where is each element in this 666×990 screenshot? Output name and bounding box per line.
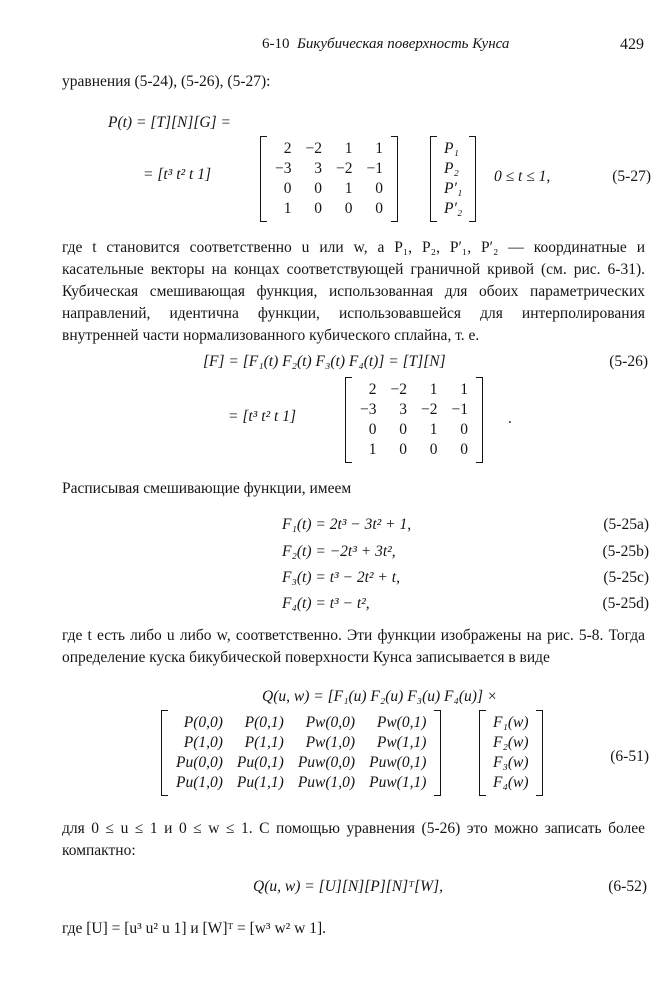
blend-f1: F₁(t) = 2t³ − 3t² + 1, [282, 516, 412, 533]
eq-5-26-period: . [508, 410, 512, 427]
matrix-cell: Pw(0,0) [305, 714, 356, 731]
matrix-cell: Pu(0,1) [236, 754, 284, 771]
matrix-cell: Puw(0,1) [369, 754, 427, 771]
vector-cell: P₂ [444, 160, 459, 177]
eq-6-52-number: (6-52) [608, 878, 647, 895]
matrix-cell: 1 [460, 381, 468, 398]
paragraph-2: Расписывая смешивающие функции, имеем [62, 480, 352, 497]
matrix-table [268, 139, 390, 219]
matrix-cell: Pu(1,0) [176, 774, 223, 791]
matrix-cell: 2 [368, 381, 377, 398]
vector-cell: P′₁ [444, 180, 463, 197]
vector-cell: F₁(w) [493, 714, 529, 731]
page-number: 429 [620, 36, 644, 53]
final-line: где [U] = [u³ u² u 1] и [W]ᵀ = [w³ w² w 1]. [62, 920, 327, 937]
paragraph-1: где t становится соответственно u или w, а P₁, P₂, P′₁, P′₂ — координатные и касательные векторы на концах соответствующей граничной кривой (см. рис. 6-31). Кубическая смешивающая функция, использованная для обоих параметрических направлений, идентична функции, использовавшейся для интерполирования внутренней части нормализованного кубического сплайна, т. е. [62, 239, 645, 344]
matrix-cell: 1 [344, 140, 353, 157]
matrix-cell: 3 [314, 160, 322, 177]
blend-f3-number: (5-25c) [603, 569, 649, 586]
matrix-cell: 3 [399, 401, 407, 418]
matrix-cell: 0 [375, 180, 383, 197]
eq-5-26-matrix-n [345, 377, 483, 463]
matrix-cell: 0 [344, 200, 353, 217]
matrix-cell: −1 [451, 401, 468, 418]
eq-5-26-prefix: = [t³ t² t 1] [228, 408, 296, 425]
eq-5-27-vector-g [430, 136, 476, 222]
matrix-cell: −2 [390, 381, 407, 398]
matrix-cell: P(0,0) [183, 714, 223, 731]
matrix-cell: Pw(1,1) [376, 734, 427, 751]
eq-5-27-line1: P(t) = [T][N][G] = [108, 114, 231, 131]
blend-f4-number: (5-25d) [602, 595, 649, 612]
vector-table [438, 139, 468, 219]
matrix-cell: −3 [360, 401, 377, 418]
matrix-cell: 1 [344, 180, 353, 197]
eq-6-51-vector [479, 710, 543, 796]
matrix-cell: 0 [399, 421, 407, 438]
eq-5-26-number: (5-26) [609, 353, 648, 370]
matrix-cell: 0 [399, 441, 407, 458]
matrix-cell: P(1,1) [244, 734, 284, 751]
vector-table [487, 713, 535, 793]
matrix-cell: 0 [460, 421, 468, 438]
eq-6-51-line1: Q(u, w) = [F₁(u) F₂(u) F₃(u) F₄(u)] × [262, 688, 498, 705]
matrix-cell: 0 [368, 421, 377, 438]
matrix-cell: −2 [421, 401, 438, 418]
vector-cell: F₄(w) [493, 774, 529, 791]
vector-cell: F₃(w) [493, 754, 529, 771]
eq-6-52-formula: Q(u, w) = [U][N][P][N]ᵀ[W], [253, 878, 443, 895]
matrix-cell: P(1,0) [183, 734, 223, 751]
matrix-cell: 1 [429, 421, 438, 438]
matrix-cell: Pw(0,1) [376, 714, 427, 731]
blend-f2: F₂(t) = −2t³ + 3t², [282, 543, 396, 560]
eq-5-27-prefix: = [t³ t² t 1] [143, 166, 211, 183]
matrix-cell: 1 [375, 140, 383, 157]
matrix-cell: −3 [275, 160, 292, 177]
intro-line: уравнения (5-24), (5-26), (5-27): [62, 73, 271, 90]
matrix-cell: 1 [368, 441, 377, 458]
eq-5-27-matrix-n [260, 136, 398, 222]
eq-6-51-matrix [161, 710, 441, 796]
matrix-cell: −1 [366, 160, 383, 177]
section-number: 6-10 [262, 36, 290, 52]
eq-5-27-number: (5-27) [612, 168, 651, 185]
matrix-cell: Pu(0,0) [176, 754, 223, 771]
vector-cell: P₁ [444, 140, 459, 157]
matrix-cell: 1 [429, 381, 438, 398]
matrix-cell: 0 [460, 441, 468, 458]
matrix-cell: P(0,1) [244, 714, 284, 731]
matrix-cell: 1 [283, 200, 292, 217]
eq-5-27-condition: 0 ≤ t ≤ 1, [494, 168, 551, 185]
blend-f2-number: (5-25b) [602, 543, 649, 560]
matrix-cell: Pu(1,1) [236, 774, 284, 791]
matrix-cell: 2 [283, 140, 292, 157]
matrix-cell: 0 [375, 200, 383, 217]
matrix-cell: Puw(1,0) [297, 774, 356, 791]
matrix-table [353, 380, 475, 460]
matrix-cell: Puw(0,0) [297, 754, 356, 771]
matrix-cell: 0 [314, 180, 322, 197]
running-header [262, 36, 509, 53]
section-title: Бикубическая поверхность Кунса [297, 36, 510, 52]
eq-5-26-line1: [F] = [F₁(t) F₂(t) F₃(t) F₄(t)] = [T][N] [203, 353, 446, 370]
vector-cell: P′₂ [444, 200, 463, 217]
vector-cell: F₂(w) [493, 734, 529, 751]
paragraph-4: для 0 ≤ u ≤ 1 и 0 ≤ w ≤ 1. С помощью уравнения (5-26) это можно записать более компактно: [62, 820, 645, 859]
matrix-cell: −2 [305, 140, 322, 157]
matrix-cell: Puw(1,1) [369, 774, 427, 791]
matrix-table [169, 713, 433, 793]
paragraph-3: где t есть либо u либо w, соответственно. Эти функции изображены на рис. 5-8. Тогда определение куска бикубической поверхности Кунса записывается в виде [62, 627, 645, 666]
eq-6-51-number: (6-51) [610, 748, 649, 765]
matrix-cell: Pw(1,0) [305, 734, 356, 751]
blend-f1-number: (5-25a) [603, 516, 649, 533]
matrix-cell: 0 [429, 441, 438, 458]
blend-f3: F₃(t) = t³ − 2t² + t, [282, 569, 400, 586]
matrix-cell: −2 [336, 160, 353, 177]
matrix-cell: 0 [283, 180, 292, 197]
blend-f4: F₄(t) = t³ − t², [282, 595, 370, 612]
matrix-cell: 0 [314, 200, 322, 217]
